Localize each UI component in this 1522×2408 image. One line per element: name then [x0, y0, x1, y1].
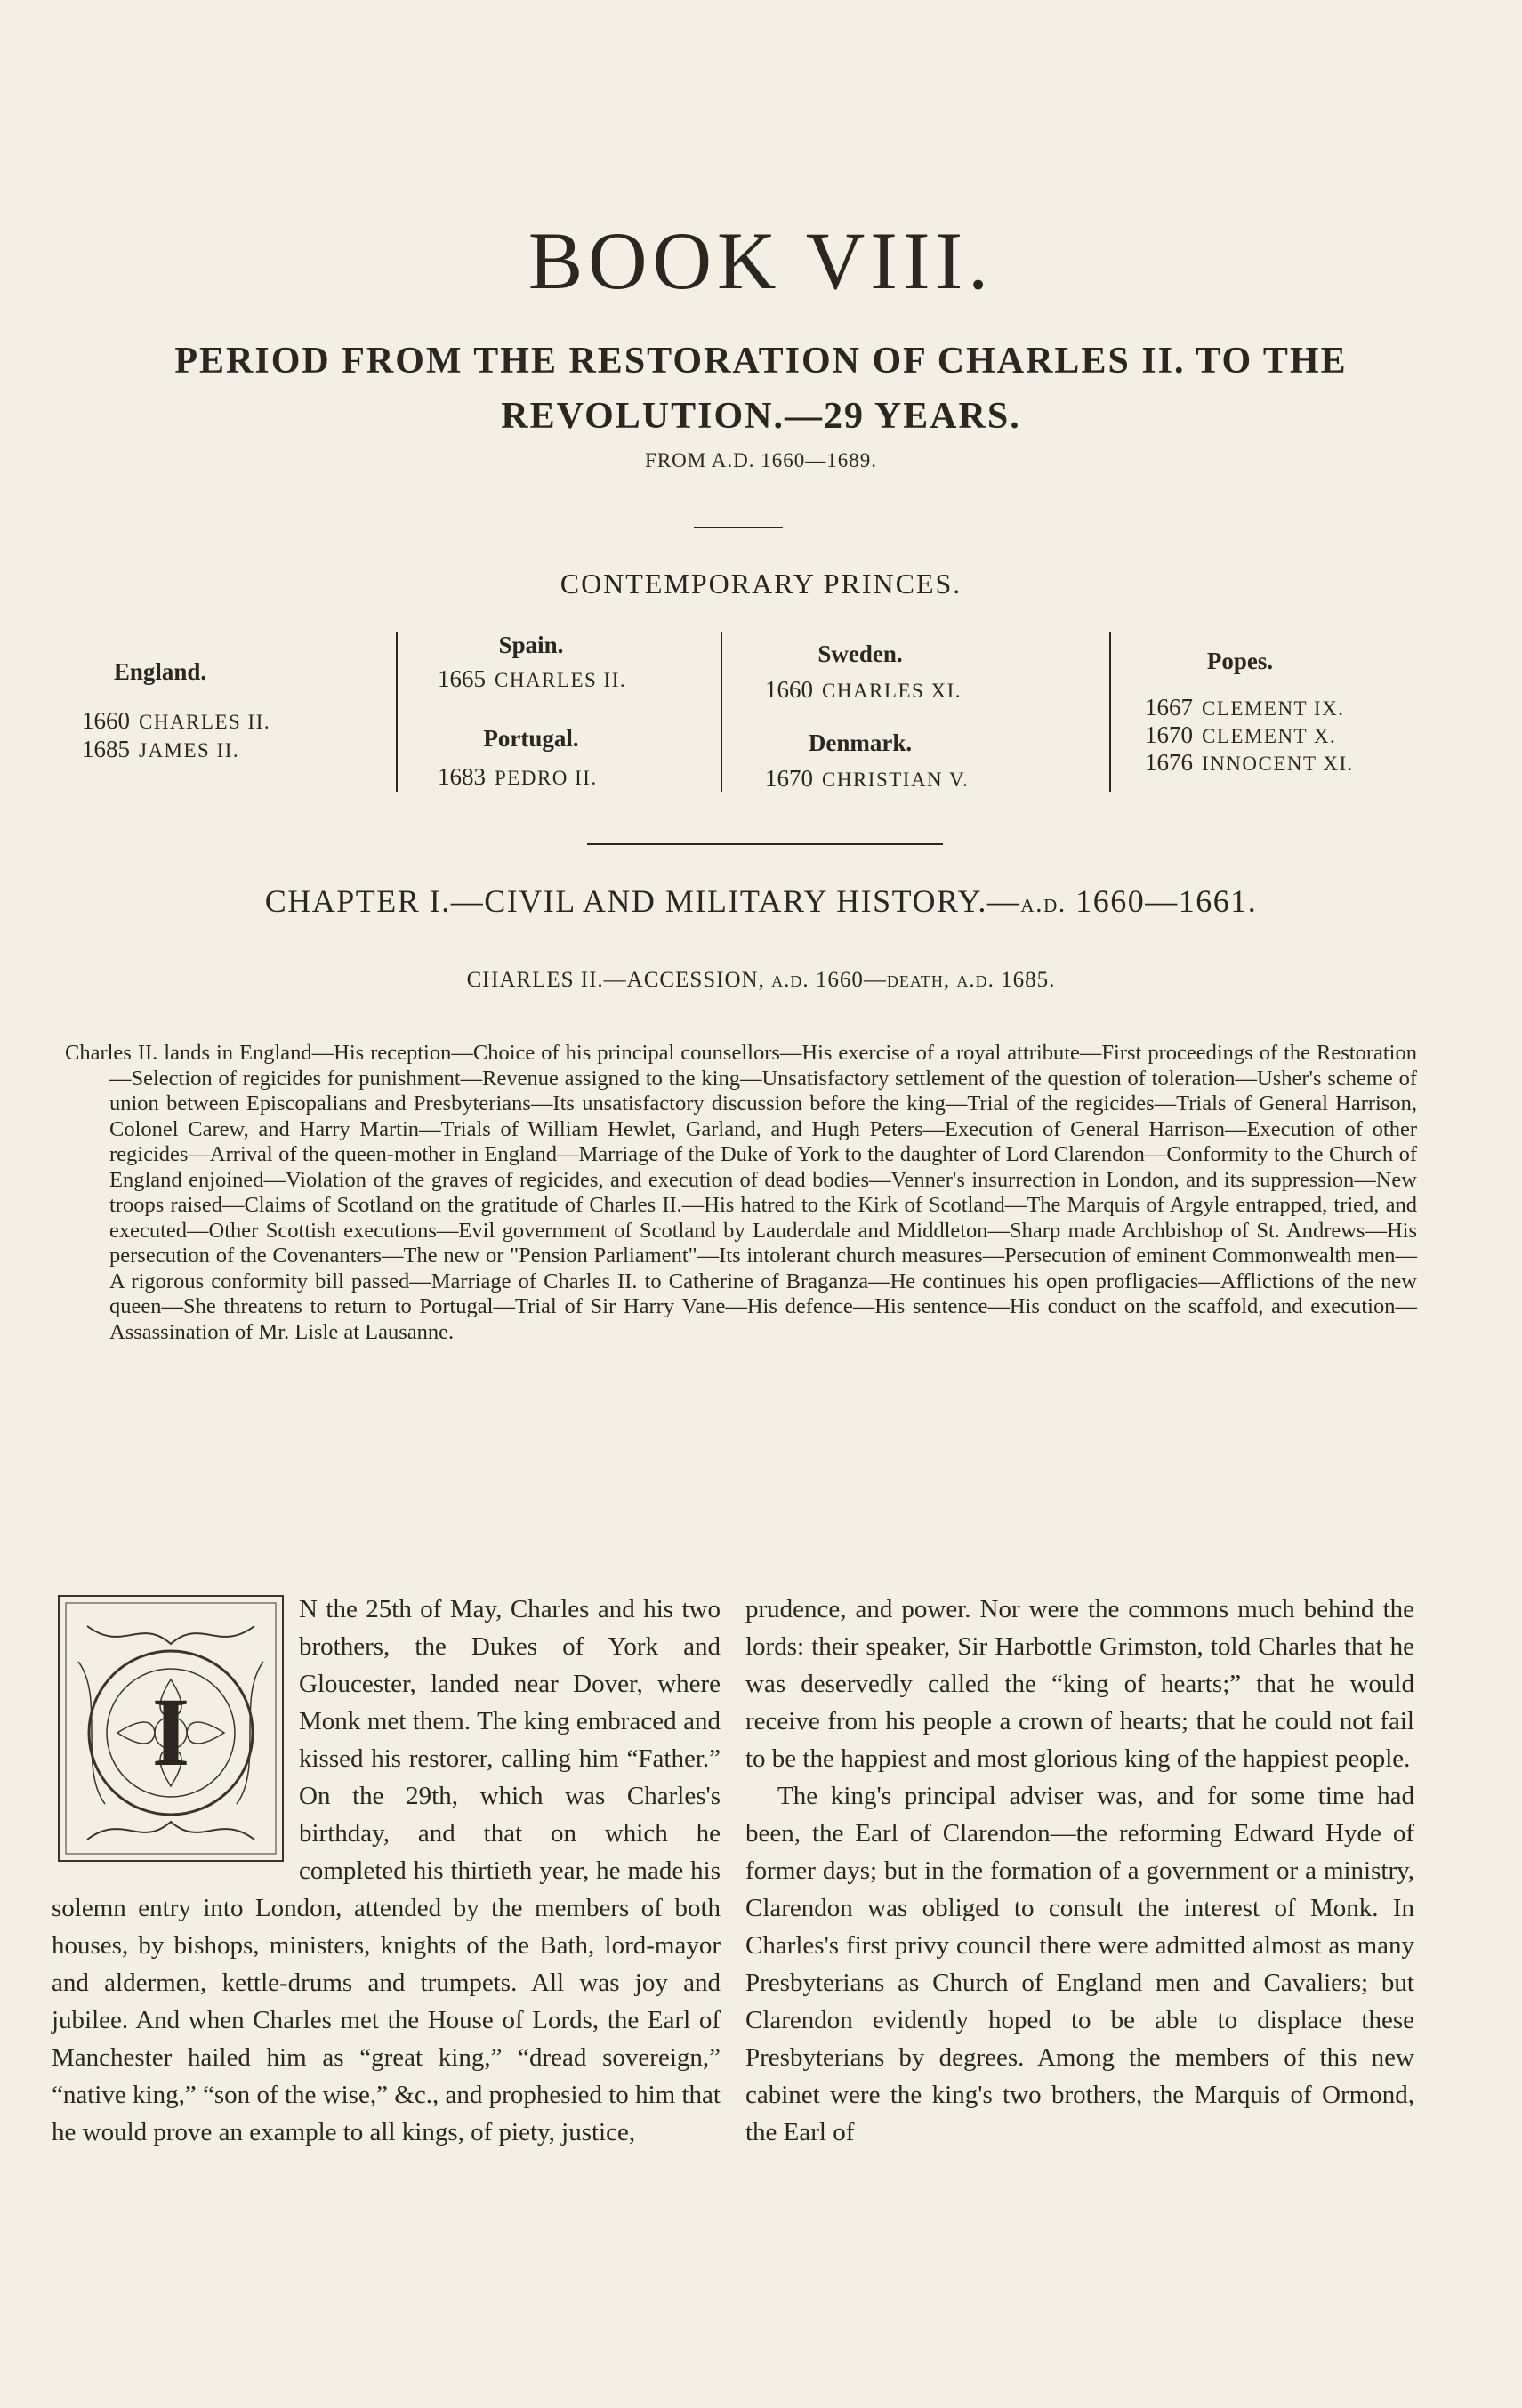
country-portugal: Portugal.: [483, 725, 579, 752]
from-dates: FROM A.D. 1660—1689.: [645, 449, 877, 471]
period-title: PERIOD FROM THE RESTORATION OF CHARLES II. TO THE REVOLUTION.—29 YEARS.: [174, 341, 1348, 437]
prince-entry: 1670 CHRISTIAN V.: [765, 765, 970, 792]
prince-entry: 1683 PEDRO II.: [438, 763, 598, 790]
ornament-initial-icon: [52, 1591, 290, 1866]
contemporary-princes-heading: CONTEMPORARY PRINCES.: [560, 568, 962, 600]
paragraph: N the 25th of May, Charles and his two brothers, the Dukes of York and Gloucester, landed near Dover, where Monk met them. The king embraced and kissed his restorer, calling him “Father.” On the 29th, which was Charles's birthday, and that on which he completed his thirtieth year, he made his solemn entry into London, attended by the members of both houses, by bishops, ministers, knights of the Bath, lord-mayor and aldermen, kettle-drums and trumpets. All was joy and jubilee. And when Charles met the House of Lords, the Earl of Manchester hailed him as “great king,” “dread sovereign,” “native king,” “son of the wise,” &c., and prophesied to him that he would prove an example to all kings, of piety, justice,: [52, 1595, 721, 2146]
chapter-title: CHAPTER I.—CIVIL AND MILITARY HISTORY.—a.d. 1660—1661.: [264, 883, 1258, 919]
chapter-synopsis: Charles II. lands in England—His reception—Choice of his principal counsellors—His exercise of a royal attribute—First proceedings of the Restoration—Selection of regicides for punishment—Revenue assigned to the king—Unsatisfactory settlement of the question of toleration—Usher's scheme of union between Episcopalians and Presbyterians—Its unsatisfactory discussion before the king—Trial of the regicides—Trials of General Harrison, Colonel Carew, and Harry Martin—Trials of William Hewlet, Garland, and Hugh Peters—Execution of General Harrison—Execution of other regicides—Arrival of the queen-mother in England—Marriage of the Duke of York to the daughter of Lord Clarendon—Conformity to the Church of England enjoined—Violation of the graves of regicides, and execution of dead bodies—Venner's insurrection in London, and its suppression—New troops raised—Claims of Scotland on the gratitude of Charles II.—His hatred to the Kirk of Scotland—The Marquis of Argyle entrapped, tried, and executed—Other Scottish executions—Evil government of Scotland by Lauderdale and Middleton—Sharp made Archbishop of St. Andrews—His persecution of the Covenanters—The new or "Pension Parliament"—Its intolerant church measures—Persecution of eminent Commonwealth men—A rigorous conformity bill passed—Marriage of Charles II. to Catherine of Braganza—He continues his open profligacies—Afflictions of the new queen—She threatens to return to Portugal—Trial of Sir Harry Vane—His defence—His sentence—His conduct on the scaffold, and execution—Assassination of Mr. Lisle at Lausanne.: [65, 1041, 1417, 1344]
paragraph: prudence, and power. Nor were the commons much behind the lords: their speaker, Sir Harbottle Grimston, told Charles that he was deservedly called the “king of hearts;” that he would receive from his people a crown of hearts; that he could not fail to be the happiest and most glorious king of the happiest people.: [745, 1595, 1414, 1773]
body-column-right: [745, 1591, 1414, 2151]
prince-entry: 1667 CLEMENT IX.: [1145, 694, 1345, 721]
body-column-left: [52, 1591, 721, 2151]
prince-entry: 1665 CHARLES II.: [438, 665, 627, 692]
princes-column-sweden-denmark: [721, 632, 1114, 792]
princes-column-england: [53, 632, 391, 792]
book-title: BOOK VIII.: [527, 215, 995, 306]
contemporary-princes-table: [53, 632, 1405, 792]
prince-entry: 1660 CHARLES II.: [82, 707, 271, 734]
princes-column-popes: [1109, 632, 1405, 792]
prince-entry: 1685 JAMES II.: [82, 736, 240, 762]
reign-heading: CHARLES II.—ACCESSION, a.d. 1660—death, a.d. 1685.: [466, 968, 1056, 992]
country-denmark: Denmark.: [808, 729, 913, 756]
country-popes: Popes.: [1206, 648, 1274, 674]
country-sweden: Sweden.: [817, 640, 903, 667]
decorated-initial: [52, 1591, 290, 1866]
country-england: England.: [113, 658, 207, 685]
prince-entry: 1670 CLEMENT X.: [1145, 721, 1337, 748]
prince-entry: 1676 INNOCENT XI.: [1145, 749, 1354, 776]
princes-column-spain-portugal: [396, 632, 720, 792]
prince-entry: 1660 CHARLES XI.: [765, 676, 962, 703]
country-spain: Spain.: [498, 632, 564, 658]
divider-short: [694, 527, 783, 528]
paragraph: The king's principal adviser was, and for some time had been, the Earl of Clarendon—the reforming Edward Hyde of former days; but in the formation of a government or a ministry, Clarendon was obliged to consult the interest of Monk. In Charles's first privy council there were admitted almost as many Presbyterians as Church of England men and Cavaliers; but Clarendon evidently hoped to be able to displace these Presbyterians by degrees. Among the members of this new cabinet were the king's two brothers, the Marquis of Ormond, the Earl of: [745, 1782, 1414, 2146]
divider-long: [587, 843, 943, 845]
svg-text:I: I: [151, 1678, 190, 1786]
